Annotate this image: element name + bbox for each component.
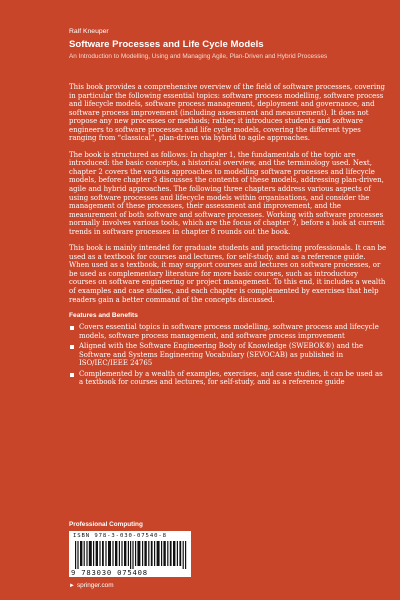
isbn-barcode	[69, 531, 191, 577]
description-block	[69, 83, 387, 389]
features-list	[69, 323, 387, 387]
feature-item: Aligned with the Software Engineering Body of Knowledge (SWEBOK®) and the Software and Systems Engineering Vocabulary (SEVOCAB) as published in ISO/IEC/IEEE 24765	[69, 342, 387, 368]
book-title: Software Processes and Life Cycle Models	[69, 39, 264, 50]
feature-item: Covers essential topics in software process modelling, software process and lifecycle models, software process management, and software process improvement	[69, 323, 387, 340]
publisher-link[interactable]	[69, 582, 114, 589]
author-name: Ralf Kneuper	[69, 28, 109, 35]
description-paragraph-3: This book is mainly intended for graduate students and practicing professionals. It can be used as a textbook for courses and lectures, for self-study, and as a reference guide. When used as a textbook, it may support courses and lectures on software processes, or be used as complementary literature for more basic courses, such as introductory courses on software engineering or project management. To this end, it includes a wealth of examples and case studies, and each chapter is complemented by exercises that help readers gain a better command of the concepts discussed.	[69, 244, 387, 304]
barcode-icon	[75, 541, 187, 569]
header-block	[69, 28, 387, 60]
description-paragraph-1: This book provides a comprehensive overview of the field of software processes, covering in particular the following essential topics: software process modelling, software process and lifecycle models, software process management, deployment and governance, and software process improvement (including assessment and measurement). It does not propose any new processes or methods; rather, it introduces students and software engineers to software processes and life cycle models, covering the different types ranging from “classical”, plan-driven via hybrid to agile approaches.	[69, 83, 385, 143]
book-subtitle: An Introduction to Modelling, Using and Managing Agile, Plan-Driven and Hybrid Processes	[69, 53, 328, 60]
isbn-number: ISBN 978-3-030-07540-8	[73, 533, 167, 539]
arrow-right-icon: ►	[69, 582, 75, 589]
feature-item: Complemented by a wealth of examples, exercises, and case studies, it can be used as a textbook for courses and lectures, for self-study, and as a reference guide	[69, 370, 387, 387]
description-paragraph-2: The book is structured as follows: In chapter 1, the fundamentals of the topic are introduced: the basic concepts, a historical overview, and the terminology used. Next, chapter 2 covers the various approaches to modelling software processes and lifecycle models, before chapter 3 discusses the contents of these models, addressing plan-driven, agile and hybrid approaches. The following three chapters address various aspects of using software processes and lifecycle models within organisations, and consider the management of these processes, their assessment and improvement, and the measurement of both software and software processes. Working with software processes normally involves various tools, which are the focus of chapter 7, before a look at current trends in software processes in chapter 8 rounds out the book.	[69, 150, 385, 236]
features-heading: Features and Benefits	[69, 312, 138, 320]
series-name: Professional Computing	[69, 521, 143, 528]
publisher-label: springer.com	[76, 582, 114, 589]
barcode-digits: 9 783030 075408	[71, 568, 148, 577]
